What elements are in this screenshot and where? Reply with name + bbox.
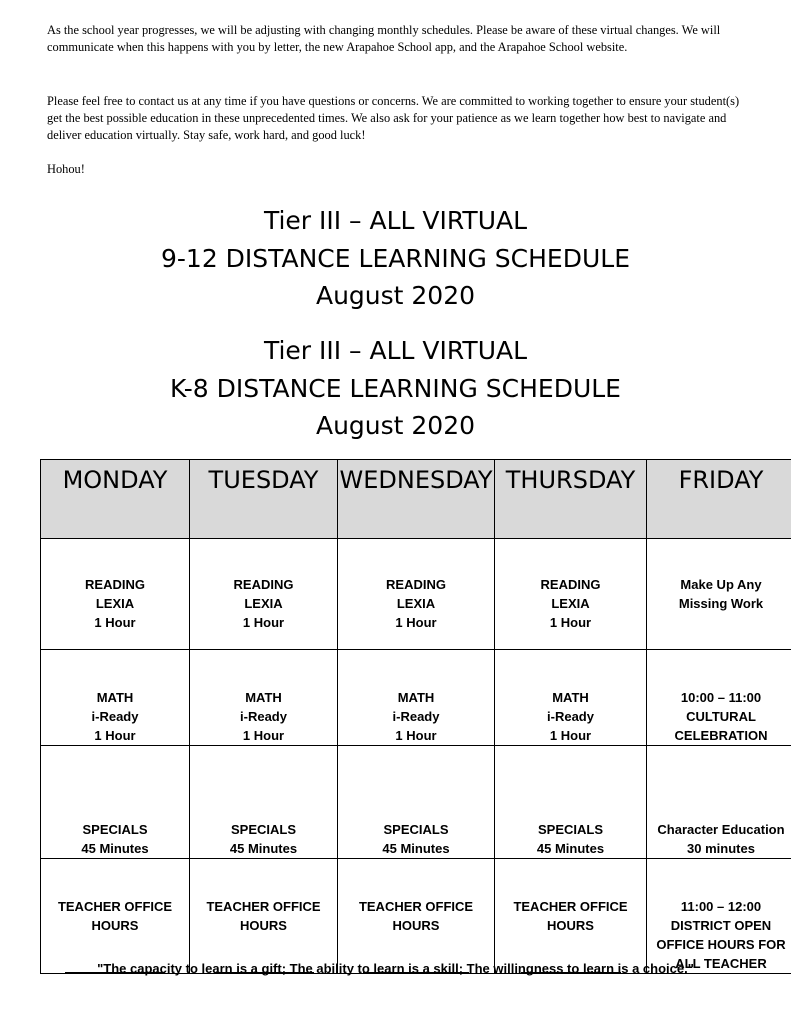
schedule-cell — [190, 650, 338, 746]
cell-line: TEACHER OFFICE — [513, 899, 628, 914]
heading-k-8 — [0, 332, 791, 445]
cell-line: READING — [233, 577, 294, 592]
heading-9-12 — [0, 202, 791, 315]
cell-line: 45 Minutes — [536, 841, 605, 856]
cell-line: 11:00 – 12:00 — [680, 899, 762, 914]
cell-line: CELEBRATION — [674, 728, 768, 743]
cell-line: ALL TEACHER — [675, 956, 767, 971]
cell-line: 45 Minutes — [382, 841, 450, 856]
cell-line: HOURS — [392, 918, 440, 933]
day-header-row — [41, 460, 791, 539]
heading-k-8-line-1: Tier III – ALL VIRTUAL — [263, 336, 528, 365]
cell-line: i-Ready — [91, 709, 139, 724]
cell-line: 30 minutes — [687, 841, 755, 856]
cell-line: MATH — [552, 690, 589, 705]
cell-line: LEXIA — [396, 596, 436, 611]
cell-line: TEACHER OFFICE — [57, 899, 173, 914]
day-header-wednesday: WEDNESDAY — [338, 460, 495, 539]
cell-line: i-Ready — [392, 709, 440, 724]
cell-line: TEACHER OFFICE — [206, 899, 321, 914]
schedule-cell — [495, 746, 647, 859]
day-header-friday: FRIDAY — [647, 460, 791, 539]
letter-closing: Hohou! — [47, 162, 85, 176]
cell-line: 1 Hour — [94, 728, 136, 743]
day-header-thursday: THURSDAY — [495, 460, 647, 539]
schedule-row-reading — [41, 539, 791, 650]
schedule-cell — [495, 650, 647, 746]
schedule-cell — [41, 539, 190, 650]
cell-line: MATH — [397, 690, 435, 705]
cell-line: SPECIALS — [383, 822, 449, 837]
cell-line: LEXIA — [95, 596, 135, 611]
cell-line: OFFICE HOURS FOR — [656, 937, 786, 952]
cell-line: Character Education — [657, 822, 785, 837]
schedule-cell — [41, 859, 190, 974]
cell-line: MATH — [96, 690, 134, 705]
cell-line: 45 Minutes — [229, 841, 298, 856]
cell-line: 1 Hour — [549, 728, 592, 743]
cell-line: CULTURAL — [686, 709, 756, 724]
cell-line: LEXIA — [244, 596, 283, 611]
cell-line: SPECIALS — [537, 822, 603, 837]
schedule-cell — [338, 650, 495, 746]
cell-line: HOURS — [91, 918, 139, 933]
schedule-table — [40, 459, 791, 974]
schedule-row-office-hours — [41, 859, 791, 974]
cell-line: MATH — [245, 690, 282, 705]
cell-line: LEXIA — [551, 596, 590, 611]
cell-line: READING — [540, 577, 601, 592]
cell-line: i-Ready — [240, 709, 287, 724]
cell-line: Missing Work — [678, 596, 764, 611]
cell-line: READING — [85, 577, 145, 592]
schedule-row-specials — [41, 746, 791, 859]
schedule-row-math — [41, 650, 791, 746]
schedule-cell — [190, 539, 338, 650]
heading-9-12-line-2: 9-12 DISTANCE LEARNING SCHEDULE — [161, 243, 630, 273]
cell-line: HOURS — [547, 918, 594, 933]
heading-9-12-line-3: August 2020 — [315, 281, 476, 310]
letter-paragraph-1: As the school year progresses, we will be adjusting with changing monthly schedules. Please be aware of these virtual changes. We will communicate when this happens with you by letter, the new Arapahoe School app, and the Arapahoe School website. — [47, 23, 721, 54]
cell-line: 1 Hour — [242, 615, 285, 630]
cell-line: TEACHER OFFICE — [358, 899, 474, 914]
schedule-cell — [190, 746, 338, 859]
cell-line: 1 Hour — [395, 615, 437, 630]
schedule-cell — [41, 746, 190, 859]
cell-line: READING — [386, 577, 446, 592]
letter-paragraph-2: Please feel free to contact us at any time if you have questions or concerns. We are committed to working together to ensure your student(s) get the best possible education in these unprecedented times. We also ask for your patience as we learn together how best to navigate and deliver education virtually. Stay safe, work hard, and good luck! — [47, 94, 740, 142]
schedule-cell — [647, 650, 791, 746]
schedule-cell — [41, 650, 190, 746]
cell-line: 1 Hour — [242, 728, 285, 743]
cell-line: HOURS — [240, 918, 287, 933]
cell-line: SPECIALS — [82, 822, 148, 837]
schedule-cell — [338, 859, 495, 974]
schedule-cell — [190, 859, 338, 974]
cell-line: SPECIALS — [230, 822, 296, 837]
schedule-cell — [338, 539, 495, 650]
cell-line: 45 Minutes — [81, 841, 149, 856]
heading-9-12-line-1: Tier III – ALL VIRTUAL — [263, 206, 528, 235]
cell-line: 1 Hour — [94, 615, 136, 630]
schedule-cell — [647, 746, 791, 859]
cell-line: Make Up Any — [680, 577, 762, 592]
schedule-cell — [647, 539, 791, 650]
day-header-tuesday: TUESDAY — [190, 460, 338, 539]
cell-line: 1 Hour — [395, 728, 437, 743]
cell-line: DISTRICT OPEN — [670, 918, 772, 933]
schedule-cell — [338, 746, 495, 859]
heading-k-8-line-3: August 2020 — [315, 411, 476, 440]
day-header-monday: MONDAY — [41, 460, 190, 539]
cell-line: i-Ready — [547, 709, 594, 724]
schedule-cell — [647, 859, 791, 974]
quote: "The capacity to learn is a gift; The ability to learn is a skill; The willingness to learn is a choice." — [97, 961, 694, 976]
cell-line: 1 Hour — [549, 615, 592, 630]
schedule-cell — [495, 539, 647, 650]
cell-line: 10:00 – 11:00 — [680, 690, 762, 705]
heading-k-8-line-2: K-8 DISTANCE LEARNING SCHEDULE — [170, 373, 621, 403]
schedule-cell — [495, 859, 647, 974]
